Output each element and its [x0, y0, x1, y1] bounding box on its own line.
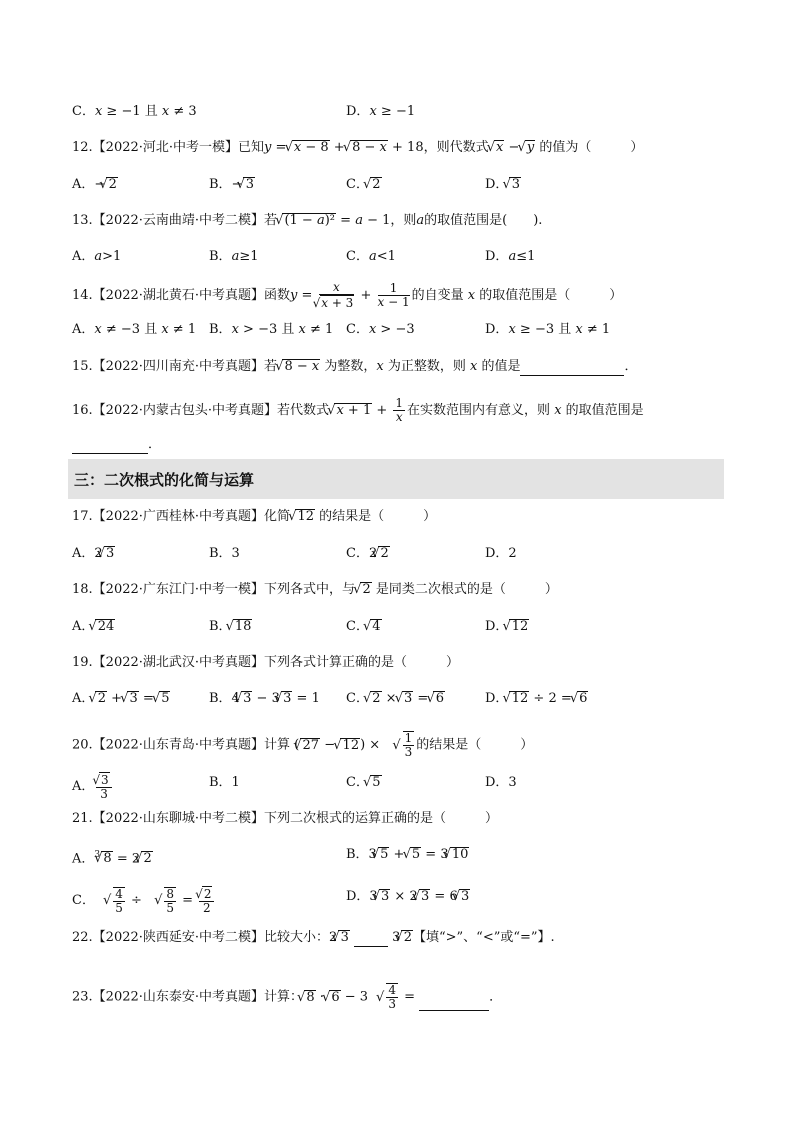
- q13-option-d: D．a≤1: [485, 249, 536, 264]
- q13-stem: 13.【2022·云南曲靖·中考二模】若 √ (1 − a)² = a − 1，则a的取值范围是( ).: [72, 212, 542, 230]
- q13-option-b: B．a≥1: [209, 249, 259, 264]
- q14-stem: 14.【2022·湖北黄石·中考真题】函数y = x √ x + 3 + $\frac{1}{x - 1}$ 的自变量 x 的取值范围是（ ）: [72, 281, 622, 310]
- q21-option-b: B．3√ 5 + √ 5 = 3√ 10: [346, 846, 469, 864]
- q12-option-a: A．−√ 2: [72, 176, 118, 194]
- q18-option-a: A．√ 24: [72, 618, 115, 636]
- q21-stem: 21.【2022·山东聊城·中考二模】下列二次根式的运算正确的是（ ）: [72, 811, 499, 826]
- q18-option-b: B．√ 18: [209, 618, 252, 636]
- q17-option-a: A．2√ 3: [72, 545, 115, 563]
- section-header: [68, 459, 724, 499]
- q19-option-c: C．√ 2 × √ 3 = √ 6: [346, 690, 445, 708]
- q20-stem: 20.【2022·山东青岛·中考真题】计算 (√ 27 − √ 12) × √ $\frac{1}{3}$ 的结果是（ ）: [72, 731, 533, 759]
- q23-stem: 23.【2022·山东泰安·中考真题】计算：√ 8 · √ 6 − 3 √ $\frac{4}{3}$ = ．: [72, 983, 502, 1011]
- q17-option-c: C．2√ 2: [346, 545, 390, 563]
- q14-option-d: D．x ≥ −3 且 x ≠ 1: [485, 322, 611, 337]
- q14-option-c: C．x > −3: [346, 322, 415, 337]
- q12-stem: 12.【2022·河北·中考一模】已知y = √ x − 8 + √ 8 − x + 18，则代数式 √ x − √ y 的值为（ ）: [72, 139, 643, 157]
- q14-option-b: B．x > −3 且 x ≠ 1: [209, 322, 334, 337]
- q13-option-c: C．a<1: [346, 249, 396, 264]
- q19-option-a: A．√ 2 + √ 3 = √ 5: [72, 690, 170, 708]
- q11-option-d: D．x ≥ −1: [346, 104, 416, 119]
- q17-option-d: D．2: [485, 546, 517, 561]
- section-title: 三：二次根式的化简与运算: [74, 471, 255, 489]
- q12-option-c: C．√ 2: [346, 176, 382, 194]
- q14-option-a: A．x ≠ −3 且 x ≠ 1: [72, 322, 197, 337]
- q21-option-d: D．3√ 3 × 2√ 3 = 6√ 3: [346, 888, 470, 906]
- q12-option-d: D．√ 3: [485, 176, 521, 194]
- q17-stem: 17.【2022·广西桂林·中考真题】化简 √ 12 的结果是（ ）: [72, 508, 436, 526]
- q22-stem: 22.【2022·陕西延安·中考二模】比较大小：2√ 3 3√ 2【填“>”、“<”或“=”】.: [72, 929, 555, 947]
- q13-option-a: A．a>1: [72, 249, 122, 264]
- q19-option-b: B．4√ 3 − 3√ 3 = 1: [209, 690, 320, 708]
- q18-option-d: D．√ 12: [485, 618, 529, 636]
- q20-option-b: B．1: [209, 775, 240, 790]
- q17-option-b: B．3: [209, 546, 240, 561]
- q18-option-c: C．√ 4: [346, 618, 382, 636]
- q20-option-d: D．3: [485, 775, 517, 790]
- q19-stem: 19.【2022·湖北武汉·中考真题】下列各式计算正确的是（ ）: [72, 655, 460, 670]
- q11-option-c: C．x ≥ −1 且 x ≠ 3: [72, 104, 197, 119]
- q21-option-a: A．$^3$√ 8 = 2√ 2: [72, 846, 153, 868]
- q15-stem: 15.【2022·四川南充·中考真题】若 √ 8 − x 为整数，x 为正整数，则 x 的值是 ．: [72, 358, 637, 376]
- q16-tail: ．: [72, 436, 161, 454]
- q20-option-a: A． √ $\frac{3}{3}$: [72, 772, 114, 801]
- q19-option-d: D．√ 12 ÷ 2 = √ 6: [485, 690, 588, 708]
- q16-stem: 16.【2022·内蒙古包头·中考真题】若代数式 √ x + 1 + $\frac{1}{x}$ 在实数范围内有意义，则 x 的取值范围是: [72, 397, 644, 424]
- q21-option-c: C． √ $\frac{4}{5}$ ÷ √ $\frac{8}{5}$ = √ $\frac{2}{2}$: [72, 886, 216, 915]
- q12-option-b: B．−√ 3: [209, 176, 255, 194]
- q20-option-c: C．√ 5: [346, 774, 382, 792]
- q18-stem: 18.【2022·广东江门·中考一模】下列各式中，与 √ 2 是同类二次根式的是（ ）: [72, 581, 558, 599]
